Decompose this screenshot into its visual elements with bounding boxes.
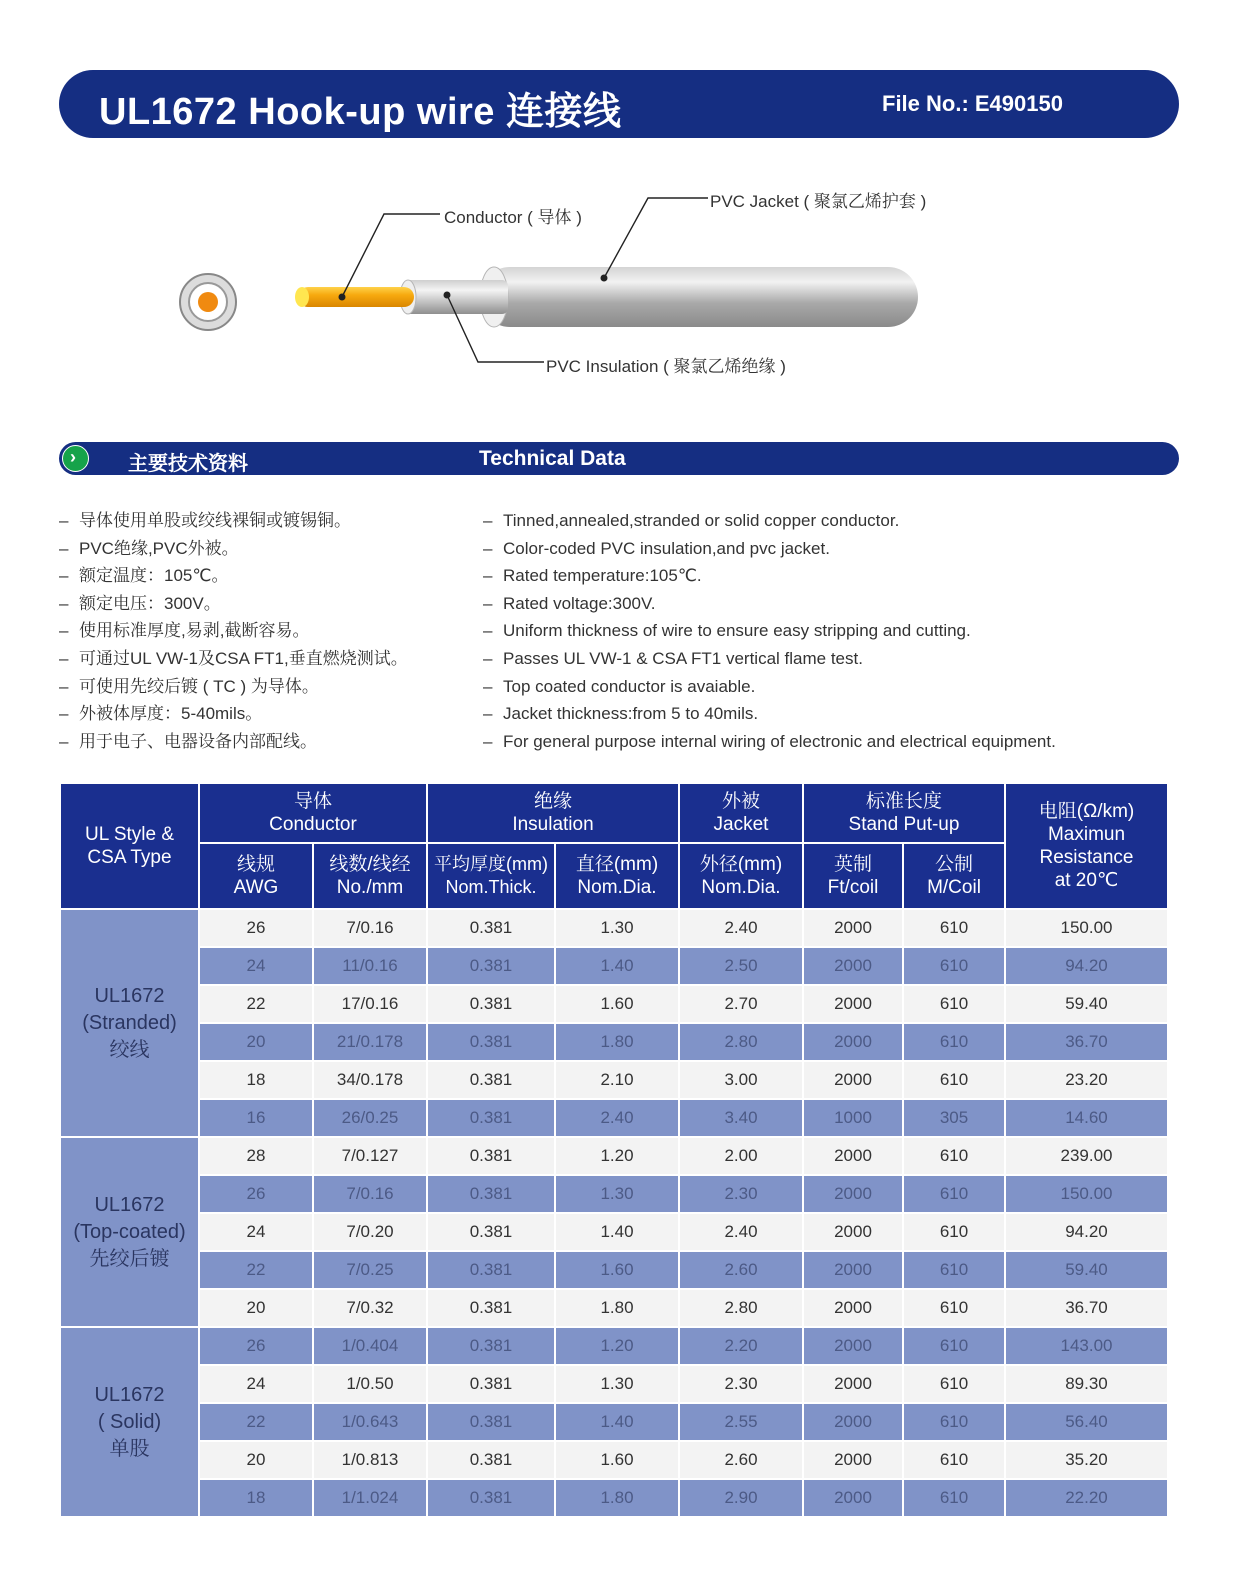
table-cell: 2.00 xyxy=(679,1137,803,1175)
table-row xyxy=(60,1251,1168,1289)
table-cell: 1/0.643 xyxy=(313,1403,427,1441)
group-label: UL1672 (Top-coated) 先绞后镀 xyxy=(60,1137,199,1327)
feature-cn-item xyxy=(59,562,408,590)
table-cell: 2000 xyxy=(803,909,903,947)
table-cell: 2000 xyxy=(803,1251,903,1289)
table-cell: 150.00 xyxy=(1005,1175,1168,1213)
table-row xyxy=(60,1099,1168,1137)
header-ul-style: UL Style & CSA Type xyxy=(60,783,199,909)
dash-bullet: – xyxy=(59,566,69,586)
table-cell: 7/0.32 xyxy=(313,1289,427,1327)
table-cell: 610 xyxy=(903,947,1005,985)
table-cell: 22.20 xyxy=(1005,1479,1168,1517)
table-cell: 16 xyxy=(199,1099,313,1137)
table-cell: 1000 xyxy=(803,1099,903,1137)
table-row xyxy=(60,1327,1168,1365)
title-bar xyxy=(59,70,1179,138)
table-cell: 3.40 xyxy=(679,1099,803,1137)
table-cell: 0.381 xyxy=(427,1061,555,1099)
table-cell: 610 xyxy=(903,909,1005,947)
table-row xyxy=(60,909,1168,947)
table-cell: 21/0.178 xyxy=(313,1023,427,1061)
table-cell: 2.10 xyxy=(555,1061,679,1099)
table-cell: 2000 xyxy=(803,1327,903,1365)
table-cell: 610 xyxy=(903,1479,1005,1517)
table-cell: 1.40 xyxy=(555,1213,679,1251)
file-number: File No.: E490150 xyxy=(882,91,1063,116)
table-cell: 610 xyxy=(903,1441,1005,1479)
table-cell: 7/0.16 xyxy=(313,1175,427,1213)
table-cell: 20 xyxy=(199,1023,313,1061)
table-cell: 2000 xyxy=(803,1061,903,1099)
table-cell: 26/0.25 xyxy=(313,1099,427,1137)
table-cell: 0.381 xyxy=(427,1327,555,1365)
table-cell: 143.00 xyxy=(1005,1327,1168,1365)
table-cell: 17/0.16 xyxy=(313,985,427,1023)
table-cell: 2.70 xyxy=(679,985,803,1023)
table-cell: 2.40 xyxy=(555,1099,679,1137)
table-cell: 26 xyxy=(199,1175,313,1213)
dash-bullet: – xyxy=(483,538,493,558)
header-thickness: 平均厚度(mm) Nom.Thick. xyxy=(427,843,555,909)
table-cell: 24 xyxy=(199,1213,313,1251)
dash-bullet: – xyxy=(483,593,493,613)
table-cell: 7/0.25 xyxy=(313,1251,427,1289)
table-cell: 94.20 xyxy=(1005,947,1168,985)
table-cell: 0.381 xyxy=(427,1175,555,1213)
table-row xyxy=(60,1403,1168,1441)
feature-cn-item xyxy=(59,617,408,645)
table-cell: 59.40 xyxy=(1005,1251,1168,1289)
chevron-right-icon: › xyxy=(62,445,89,472)
feature-cn-text: 使用标准厚度,易剥,截断容易。 xyxy=(79,621,310,641)
feature-en-text: Top coated conductor is avaiable. xyxy=(503,676,756,696)
feature-en-item xyxy=(483,645,1056,673)
dash-bullet: – xyxy=(59,648,69,668)
dash-bullet: – xyxy=(483,566,493,586)
table-cell: 1.80 xyxy=(555,1023,679,1061)
table-cell: 2.80 xyxy=(679,1289,803,1327)
table-cell: 36.70 xyxy=(1005,1023,1168,1061)
table-cell: 2000 xyxy=(803,947,903,985)
table-row xyxy=(60,1023,1168,1061)
table-cell: 1.60 xyxy=(555,1441,679,1479)
feature-cn-item xyxy=(59,590,408,618)
table-cell: 24 xyxy=(199,947,313,985)
table-cell: 610 xyxy=(903,1365,1005,1403)
feature-cn-item xyxy=(59,700,408,728)
table-cell: 94.20 xyxy=(1005,1213,1168,1251)
table-cell: 610 xyxy=(903,1251,1005,1289)
table-cell: 610 xyxy=(903,1175,1005,1213)
table-cell: 1.20 xyxy=(555,1327,679,1365)
dash-bullet: – xyxy=(59,704,69,724)
table-row xyxy=(60,1365,1168,1403)
conductor-label: Conductor ( 导体 ) xyxy=(444,208,582,227)
features-cn-list xyxy=(59,507,408,755)
conductor-shape xyxy=(298,287,414,307)
table-row xyxy=(60,985,1168,1023)
feature-en-text: Rated temperature:105℃. xyxy=(503,566,702,586)
table-cell: 0.381 xyxy=(427,985,555,1023)
table-cell: 2.80 xyxy=(679,1023,803,1061)
table-cell: 23.20 xyxy=(1005,1061,1168,1099)
features-en-list xyxy=(483,507,1056,755)
table-cell: 1.40 xyxy=(555,947,679,985)
table-cell: 2.60 xyxy=(679,1251,803,1289)
jacket-shape xyxy=(480,267,918,327)
dash-bullet: – xyxy=(483,511,493,530)
tech-title-en: Technical Data xyxy=(479,447,626,470)
feature-en-text: Color-coded PVC insulation,and pvc jacket. xyxy=(503,538,830,558)
spec-table xyxy=(59,782,1169,1518)
table-cell: 610 xyxy=(903,1289,1005,1327)
feature-en-text: Uniform thickness of wire to ensure easy stripping and cutting. xyxy=(503,621,971,641)
table-cell: 18 xyxy=(199,1061,313,1099)
table-cell: 610 xyxy=(903,1061,1005,1099)
table-cell: 2000 xyxy=(803,1441,903,1479)
feature-en-text: Tinned,annealed,stranded or solid copper conductor. xyxy=(503,511,900,530)
feature-cn-text: PVC绝缘,PVC外被。 xyxy=(79,538,239,558)
table-cell: 1.30 xyxy=(555,1365,679,1403)
table-cell: 2.60 xyxy=(679,1441,803,1479)
table-cell: 0.381 xyxy=(427,1403,555,1441)
table-cell: 0.381 xyxy=(427,1099,555,1137)
header-strand: 线数/线经 No./mm xyxy=(313,843,427,909)
group-label: UL1672 (Stranded) 绞线 xyxy=(60,909,199,1137)
table-row xyxy=(60,1175,1168,1213)
feature-cn-text: 导体使用单股或绞线裸铜或镀锡铜。 xyxy=(79,511,351,530)
table-cell: 2000 xyxy=(803,1403,903,1441)
feature-cn-item xyxy=(59,728,408,756)
table-cell: 0.381 xyxy=(427,1289,555,1327)
table-cell: 1/0.813 xyxy=(313,1441,427,1479)
header-outer-dia: 外径(mm) Nom.Dia. xyxy=(679,843,803,909)
table-row xyxy=(60,1289,1168,1327)
table-row xyxy=(60,1137,1168,1175)
feature-en-item xyxy=(483,673,1056,701)
table-cell: 1/0.404 xyxy=(313,1327,427,1365)
table-cell: 610 xyxy=(903,1213,1005,1251)
table-cell: 1/1.024 xyxy=(313,1479,427,1517)
table-row xyxy=(60,1479,1168,1517)
feature-en-item xyxy=(483,590,1056,618)
header-resistance: 电阻(Ω/km) Maximun Resistance at 20℃ xyxy=(1005,783,1168,909)
table-cell: 1.20 xyxy=(555,1137,679,1175)
table-cell: 150.00 xyxy=(1005,909,1168,947)
feature-en-item xyxy=(483,617,1056,645)
table-cell: 7/0.16 xyxy=(313,909,427,947)
dash-bullet: – xyxy=(483,648,493,668)
table-cell: 20 xyxy=(199,1289,313,1327)
table-cell: 1.60 xyxy=(555,1251,679,1289)
table-cell: 2.20 xyxy=(679,1327,803,1365)
group-label: UL1672 ( Solid) 单股 xyxy=(60,1327,199,1517)
cable-diagram xyxy=(0,150,1244,420)
table-cell: 20 xyxy=(199,1441,313,1479)
jacket-label: PVC Jacket ( 聚氯乙烯护套 ) xyxy=(710,192,927,211)
table-cell: 1.40 xyxy=(555,1403,679,1441)
table-cell: 2000 xyxy=(803,1289,903,1327)
feature-cn-text: 可使用先绞后镀 ( TC ) 为导体。 xyxy=(79,676,319,696)
feature-en-text: Jacket thickness:from 5 to 40mils. xyxy=(503,704,759,724)
dash-bullet: – xyxy=(59,511,69,530)
table-cell: 2.40 xyxy=(679,909,803,947)
table-cell: 1.30 xyxy=(555,1175,679,1213)
header-put-up: 标准长度 Stand Put-up xyxy=(803,783,1005,843)
table-cell: 26 xyxy=(199,909,313,947)
table-cell: 0.381 xyxy=(427,947,555,985)
table-cell: 22 xyxy=(199,1251,313,1289)
table-cell: 2.40 xyxy=(679,1213,803,1251)
table-cell: 2.55 xyxy=(679,1403,803,1441)
feature-cn-text: 外被体厚度：5-40mils。 xyxy=(79,704,263,724)
table-cell: 0.381 xyxy=(427,909,555,947)
feature-cn-item xyxy=(59,507,408,535)
table-cell: 28 xyxy=(199,1137,313,1175)
table-cell: 11/0.16 xyxy=(313,947,427,985)
dash-bullet: – xyxy=(483,676,493,696)
header-awg: 线规 AWG xyxy=(199,843,313,909)
table-cell: 1.60 xyxy=(555,985,679,1023)
feature-cn-item xyxy=(59,645,408,673)
table-cell: 59.40 xyxy=(1005,985,1168,1023)
table-cell: 89.30 xyxy=(1005,1365,1168,1403)
table-row xyxy=(60,947,1168,985)
feature-en-item xyxy=(483,535,1056,563)
feature-cn-item xyxy=(59,673,408,701)
table-cell: 1/0.50 xyxy=(313,1365,427,1403)
table-cell: 24 xyxy=(199,1365,313,1403)
table-cell: 35.20 xyxy=(1005,1441,1168,1479)
cross-section xyxy=(180,274,236,330)
table-cell: 3.00 xyxy=(679,1061,803,1099)
table-cell: 0.381 xyxy=(427,1479,555,1517)
table-cell: 2.30 xyxy=(679,1365,803,1403)
table-row xyxy=(60,1213,1168,1251)
table-cell: 610 xyxy=(903,1403,1005,1441)
feature-cn-text: 可通过UL VW-1及CSA FT1,垂直燃烧测试。 xyxy=(79,648,408,668)
table-cell: 610 xyxy=(903,1327,1005,1365)
feature-cn-text: 额定温度：105℃。 xyxy=(79,566,229,586)
table-row xyxy=(60,1061,1168,1099)
dash-bullet: – xyxy=(59,593,69,613)
dash-bullet: – xyxy=(483,731,493,751)
table-cell: 7/0.127 xyxy=(313,1137,427,1175)
dash-bullet: – xyxy=(483,621,493,641)
dash-bullet: – xyxy=(59,621,69,641)
table-cell: 2.30 xyxy=(679,1175,803,1213)
table-cell: 610 xyxy=(903,985,1005,1023)
table-cell: 0.381 xyxy=(427,1251,555,1289)
table-cell: 2.50 xyxy=(679,947,803,985)
table-cell: 305 xyxy=(903,1099,1005,1137)
table-cell: 239.00 xyxy=(1005,1137,1168,1175)
tech-title-cn: 主要技术资料 xyxy=(128,453,248,475)
insulation-label: PVC Insulation ( 聚氯乙烯绝缘 ) xyxy=(546,357,786,376)
table-cell: 2000 xyxy=(803,985,903,1023)
feature-en-text: Rated voltage:300V. xyxy=(503,593,656,613)
table-cell: 26 xyxy=(199,1327,313,1365)
feature-en-text: For general purpose internal wiring of electronic and electrical equipment. xyxy=(503,731,1056,751)
insulation-shape xyxy=(404,280,508,314)
table-cell: 0.381 xyxy=(427,1023,555,1061)
table-cell: 2000 xyxy=(803,1365,903,1403)
feature-en-text: Passes UL VW-1 & CSA FT1 vertical flame test. xyxy=(503,648,863,668)
table-cell: 34/0.178 xyxy=(313,1061,427,1099)
table-cell: 610 xyxy=(903,1023,1005,1061)
table-cell: 0.381 xyxy=(427,1441,555,1479)
header-ft-coil: 英制 Ft/coil xyxy=(803,843,903,909)
dash-bullet: – xyxy=(59,731,69,751)
table-cell: 22 xyxy=(199,985,313,1023)
header-insulation-dia: 直径(mm) Nom.Dia. xyxy=(555,843,679,909)
table-cell: 0.381 xyxy=(427,1213,555,1251)
table-cell: 36.70 xyxy=(1005,1289,1168,1327)
page-title: UL1672 Hook-up wire 连接线 xyxy=(99,91,622,133)
header-jacket: 外被 Jacket xyxy=(679,783,803,843)
table-cell: 610 xyxy=(903,1137,1005,1175)
feature-en-item xyxy=(483,728,1056,756)
table-cell: 22 xyxy=(199,1403,313,1441)
header-m-coil: 公制 M/Coil xyxy=(903,843,1005,909)
table-cell: 2.90 xyxy=(679,1479,803,1517)
feature-cn-item xyxy=(59,535,408,563)
table-cell: 2000 xyxy=(803,1175,903,1213)
table-row xyxy=(60,1441,1168,1479)
table-cell: 1.80 xyxy=(555,1479,679,1517)
cable-illustration xyxy=(0,150,1244,420)
technical-data-bar xyxy=(59,442,1179,475)
table-cell: 2000 xyxy=(803,1479,903,1517)
feature-cn-text: 用于电子、电器设备内部配线。 xyxy=(79,731,317,751)
dash-bullet: – xyxy=(59,676,69,696)
table-cell: 7/0.20 xyxy=(313,1213,427,1251)
table-cell: 0.381 xyxy=(427,1365,555,1403)
feature-en-item xyxy=(483,562,1056,590)
table-cell: 18 xyxy=(199,1479,313,1517)
table-cell: 2000 xyxy=(803,1137,903,1175)
feature-en-item xyxy=(483,700,1056,728)
table-cell: 0.381 xyxy=(427,1137,555,1175)
header-conductor: 导体 Conductor xyxy=(199,783,427,843)
table-cell: 14.60 xyxy=(1005,1099,1168,1137)
table-cell: 1.30 xyxy=(555,909,679,947)
feature-cn-text: 额定电压：300V。 xyxy=(79,593,221,613)
table-cell: 2000 xyxy=(803,1023,903,1061)
feature-en-item xyxy=(483,507,1056,535)
table-cell: 56.40 xyxy=(1005,1403,1168,1441)
dash-bullet: – xyxy=(483,704,493,724)
header-insulation: 绝缘 Insulation xyxy=(427,783,679,843)
table-cell: 1.80 xyxy=(555,1289,679,1327)
dash-bullet: – xyxy=(59,538,69,558)
table-cell: 2000 xyxy=(803,1213,903,1251)
